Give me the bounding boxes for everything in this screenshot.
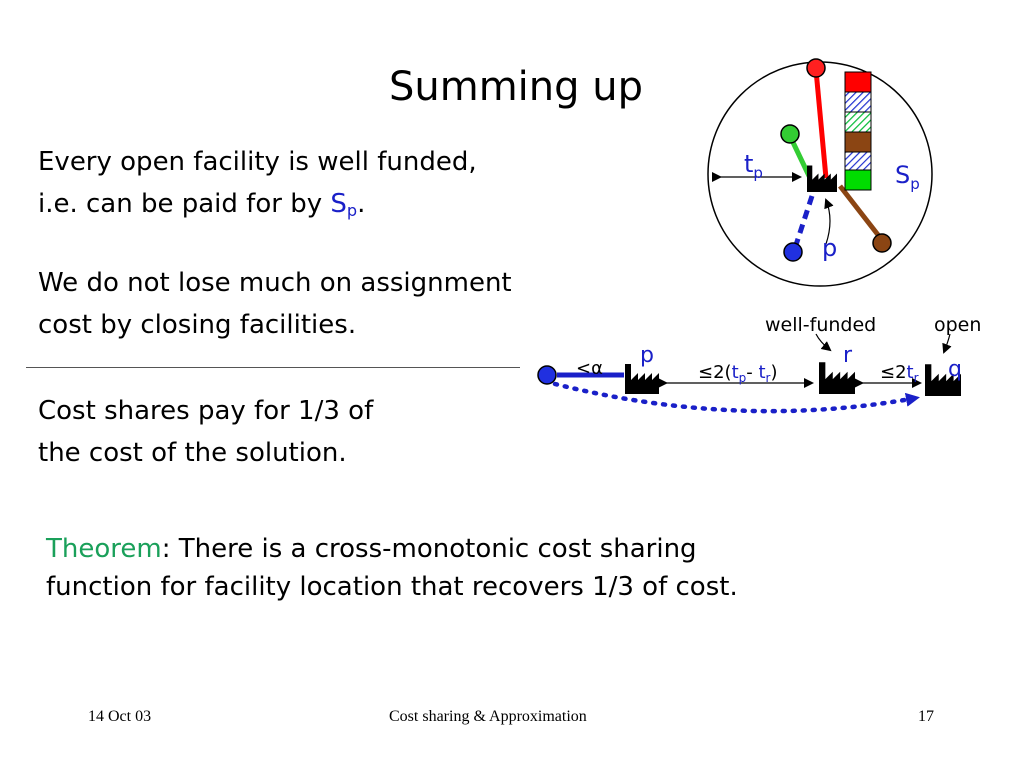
para2-line1: We do not lose much on assignment — [38, 268, 512, 298]
footer-date: 14 Oct 03 — [88, 708, 152, 725]
circle-p-label: p — [822, 234, 838, 262]
para3-line1: Cost shares pay for 1/3 of — [38, 396, 374, 426]
tp-label: $t_p$ — [744, 150, 763, 182]
open-label: open — [934, 314, 982, 336]
theorem-keyword: Theorem — [46, 534, 162, 564]
para1-line1: Every open facility is well funded, — [38, 147, 477, 177]
well-funded-pointer — [816, 334, 830, 350]
cost-share-stack — [845, 72, 871, 190]
reassignment-dotted-arrow — [555, 384, 916, 411]
stack-brown — [845, 132, 871, 152]
green-client-node — [781, 125, 799, 143]
theorem-line1-text: : There is a cross-monotonic cost sharing — [161, 534, 697, 564]
red-client-node — [807, 59, 825, 77]
chain-r-label: r — [843, 343, 853, 368]
para2-line2: cost by closing facilities. — [38, 310, 357, 340]
para1-line2-period: . — [357, 189, 366, 219]
facility-p-chain-icon — [625, 364, 659, 394]
stack-blue-hatch-2 — [845, 152, 871, 170]
stack-red — [845, 72, 871, 92]
open-pointer — [944, 334, 950, 352]
chain-p-label: p — [640, 343, 654, 368]
sp-subscript: p — [346, 201, 358, 221]
footer-title: Cost sharing & Approximation — [389, 708, 587, 725]
sp-label: $S_p$ — [895, 161, 920, 193]
stack-blue-hatch — [845, 92, 871, 112]
brown-client-node — [873, 234, 891, 252]
chain-q-label: q — [948, 357, 962, 382]
sp-variable: S — [330, 189, 347, 219]
footer-page-number: 17 — [918, 708, 934, 725]
blue-client-node — [784, 243, 802, 261]
theorem-line2: function for facility location that recovers 1/3 of cost. — [46, 572, 738, 602]
stack-green — [845, 170, 871, 190]
slide-title: Summing up — [389, 64, 643, 110]
chain-client-node — [538, 366, 556, 384]
alpha-bound-label: <α — [576, 358, 603, 379]
stack-green-hatch — [845, 112, 871, 132]
para1-line2-text: i.e. can be paid for by — [38, 189, 331, 219]
r-to-q-bound-label: $\le 2t_r$ — [880, 362, 919, 385]
para3-line2: the cost of the solution. — [38, 438, 347, 468]
p-to-r-bound-label: $\le 2(t_p-$ $t_r$) — [698, 362, 778, 385]
well-funded-label: well-funded — [765, 314, 877, 336]
